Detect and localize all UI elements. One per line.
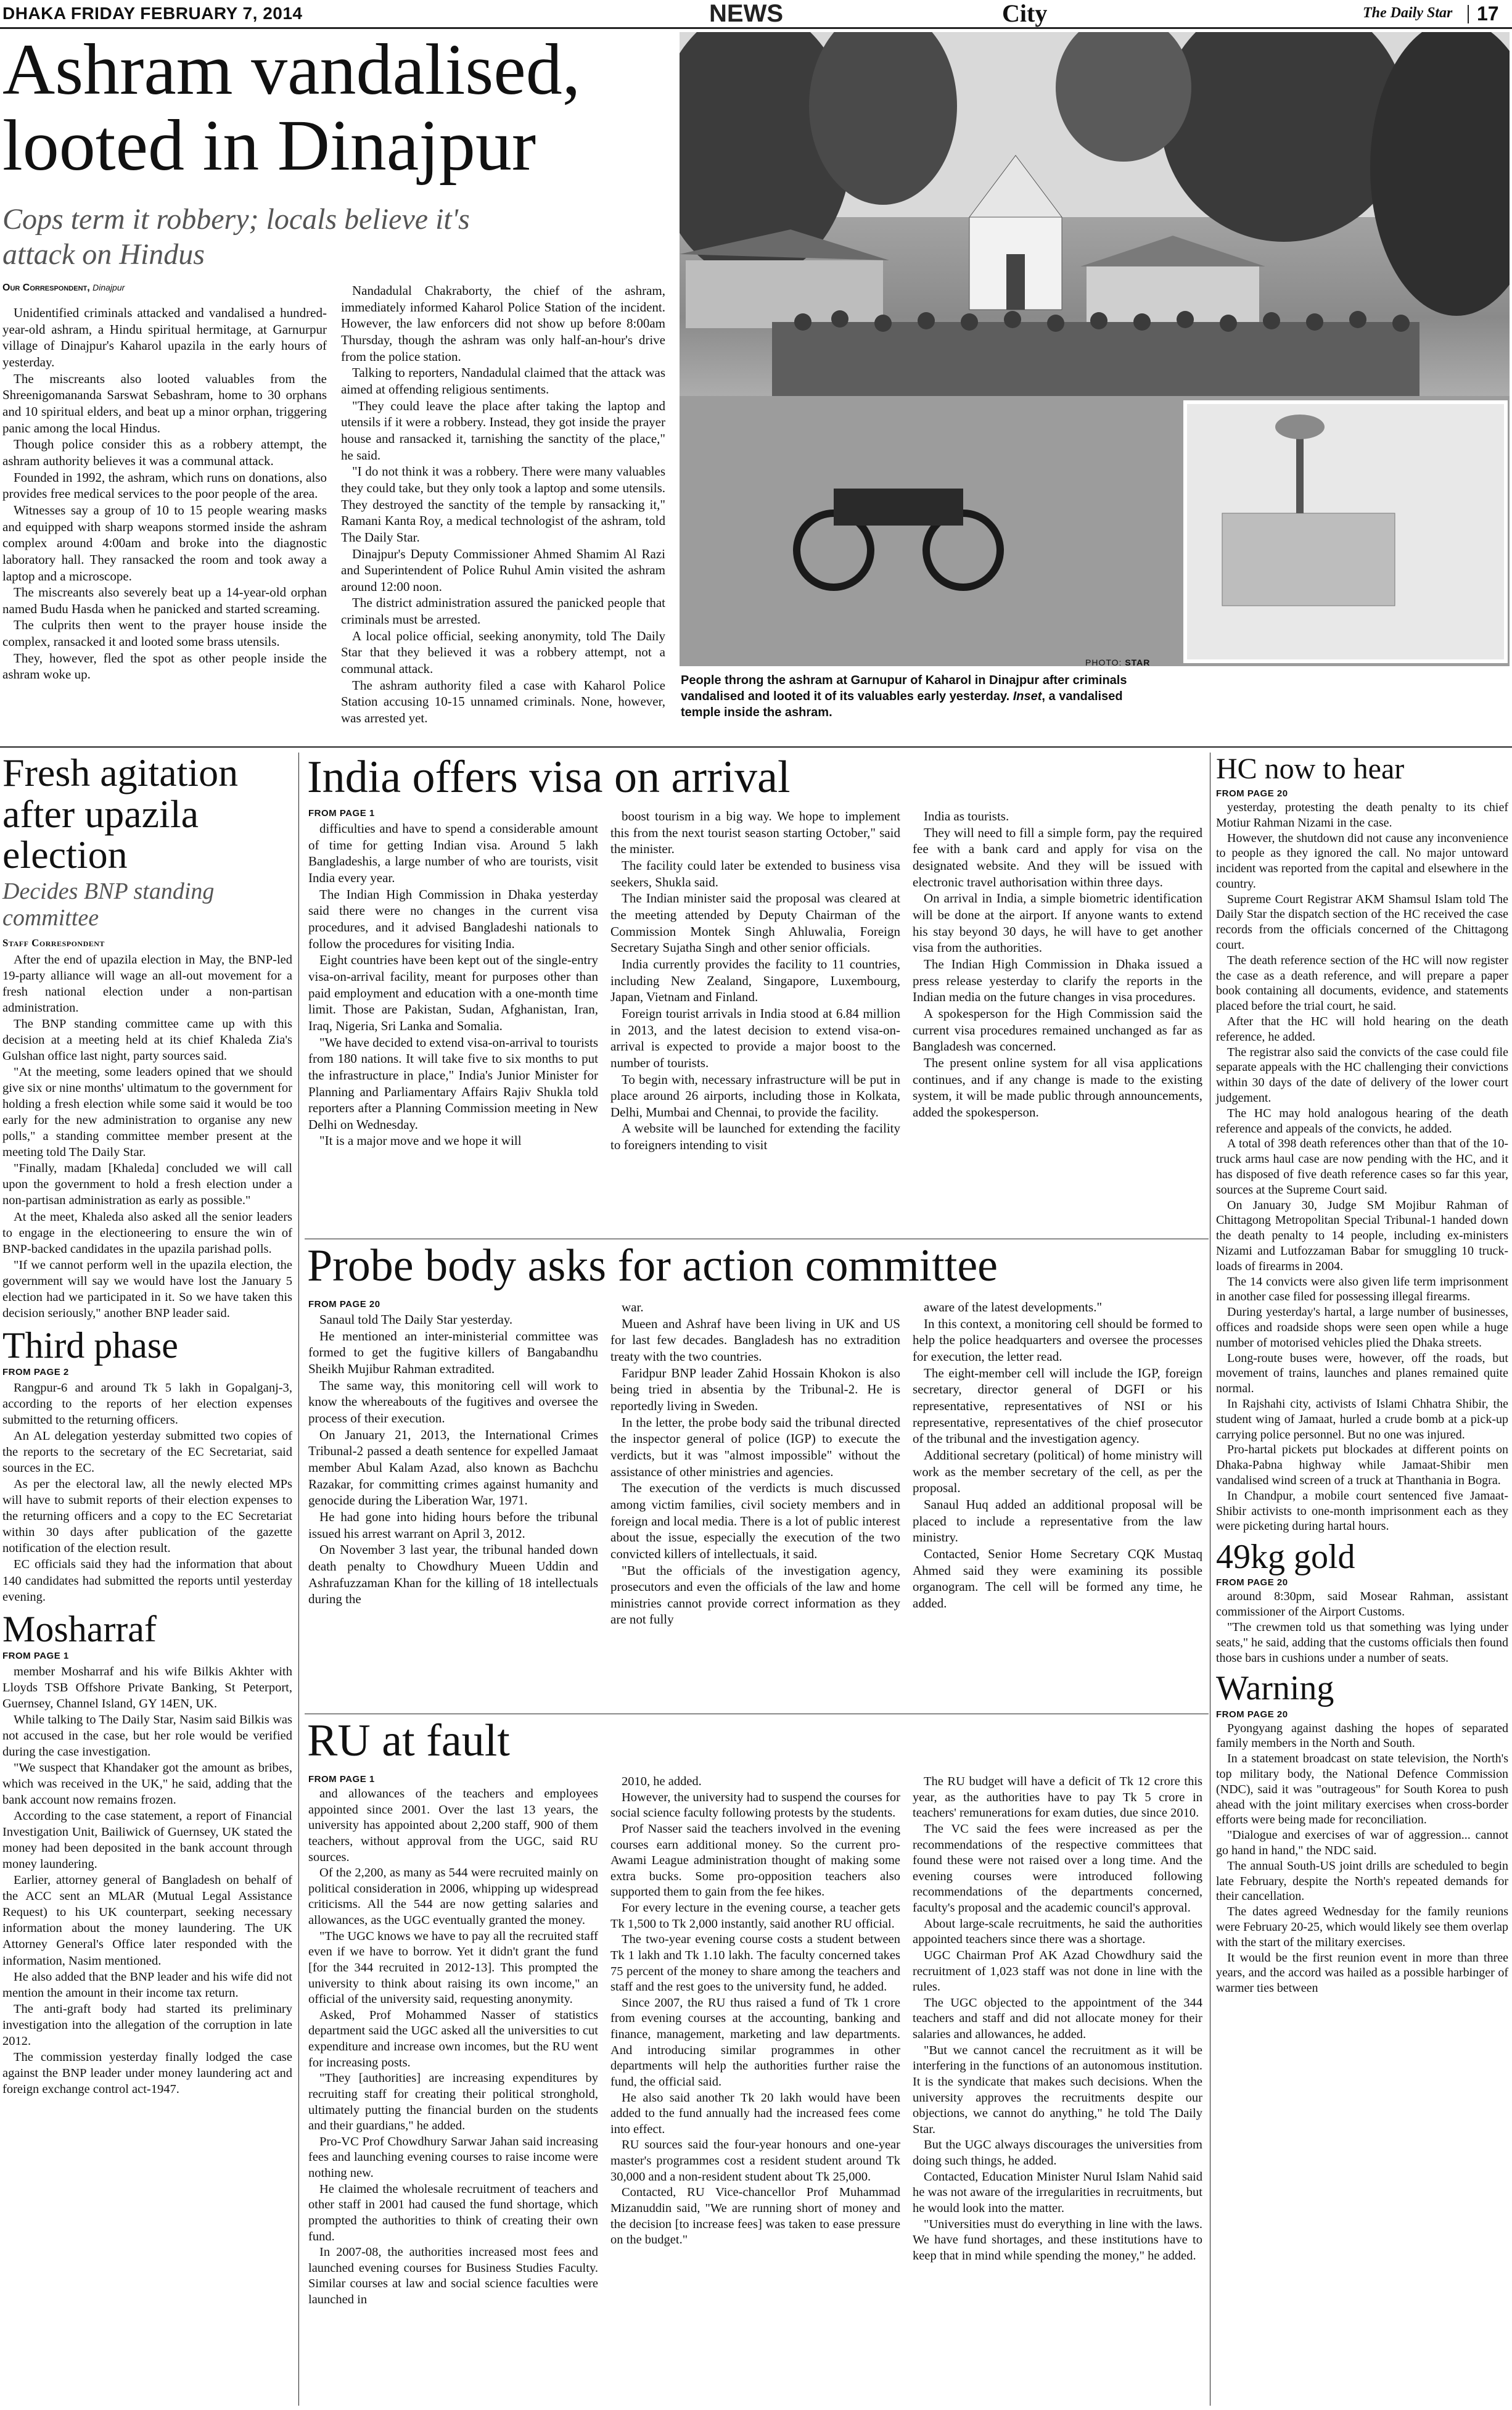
ru-p: However, the university had to suspend the courses for social science faculty following protests by the students. bbox=[610, 1790, 900, 1820]
india-p: They will need to fill a simple form, pay the required fee with a bank card and apply for visa on the designated website. And they will be issued with electronic travel authorisation within three days. bbox=[913, 825, 1202, 889]
lead-p: They, however, fled the spot as other people inside the ashram woke up. bbox=[2, 650, 327, 682]
warning-p: It would be the first reunion event in more than three years, and the accord was hailed as a possible harbinger of warmer ties between bbox=[1216, 1950, 1508, 1995]
india-p: The Indian High Commission in Dhaka issued a press release yesterday to clarify the reports in the Indian media on the future changes in visa procedures. bbox=[913, 956, 1202, 1005]
lead-p: Nandadulal Chakraborty, the chief of the ashram, immediately informed Kaharol Police Station of the incident. However, the law enforcers did not show up before 8:00am Thursday, though the ashram was only half-an-hour's drive from the police station. bbox=[341, 283, 665, 364]
third-from: FROM PAGE 2 bbox=[2, 1367, 69, 1378]
caption-inset-label: Inset bbox=[1013, 690, 1042, 703]
mosharraf-p: The anti-graft body had started its preliminary investigation into the allegation of the corruption in late 2012. bbox=[2, 2002, 292, 2048]
india-headline: India offers visa on arrival bbox=[307, 752, 791, 803]
ru-p: Contacted, Education Minister Nurul Islam Nahid said he was not aware of the irregularities in recruitments, but he would look into the matter. bbox=[913, 2169, 1202, 2215]
gold-body bbox=[1216, 1589, 1508, 1665]
india-p: "It is a major move and we hope it will bbox=[319, 1133, 522, 1149]
probe-p: In the letter, the probe body said the tribunal directed the inspector general of police (IGP) to execute the verdicts, but it was "almost impossible" without the assistance of other ministries and agencies. bbox=[610, 1414, 900, 1479]
ru-col-1 bbox=[308, 1786, 598, 2308]
lead-p: Dinajpur's Deputy Commissioner Ahmed Shamim Al Razi and Superintendent of Police Ruhul Amin visited the ashram around 12:00 noon. bbox=[341, 546, 665, 594]
lead-p: Founded in 1992, the ashram, which runs on donations, also provides free medical services to the poor people of the area. bbox=[2, 469, 327, 501]
dateline: DHAKA FRIDAY FEBRUARY 7, 2014 bbox=[2, 4, 303, 23]
masthead bbox=[0, 0, 1512, 28]
lead-p: The district administration assured the panicked people that criminals must be arrested. bbox=[341, 595, 665, 627]
india-p: A spokesperson for the High Commission said the current visa procedures remained unchanged as far as Bangladesh was concerned. bbox=[913, 1005, 1202, 1054]
hc-p: However, the shutdown did not cause any inconvenience to people as they ignored the call. No major untoward incident was reported from the capital and elsewhere in the country. bbox=[1216, 831, 1508, 891]
probe-headline: Probe body asks for action committee bbox=[307, 1240, 998, 1291]
india-p: boost tourism in a big way. We hope to implement this from the next tourist season starting October," said the minister. bbox=[610, 809, 900, 857]
byline-name: Our Correspondent, bbox=[2, 283, 90, 293]
lead-p: "They could leave the place after taking the laptop and utensils if it were a robbery. Instead, they got inside the prayer house and ransacked it, tarnishing the sanctity of the place," he said. bbox=[341, 398, 665, 463]
probe-col-1 bbox=[308, 1311, 598, 1607]
india-p: Eight countries have been kept out of the single-entry visa-on-arrival facility, meant for purposes other than paid employment and education with a one-month time limit. Those are Pakistan, Sudan, Afghanistan, Iran, Iraq, Nigeria, Sri Lanka and Somalia. bbox=[308, 952, 598, 1033]
ru-p: "They [authorities] are increasing expenditures by recruiting staff for creating their political stronghold, ultimately putting the financial burden on the students and their guardians," he added. bbox=[308, 2071, 598, 2133]
ru-p: Asked, Prof Mohammed Nasser of statistics department said the UGC asked all the universities to cut expenditure and increase own incomes, but the RU went for increasing posts. bbox=[308, 2008, 598, 2070]
probe-p: Faridpur BNP leader Zahid Hossain Khokon is also being tried in absentia by the Tribunal-2. He is reportedly living in Sweden. bbox=[610, 1365, 900, 1413]
fresh-byline: Staff Correspondent bbox=[2, 937, 105, 949]
hc-p: After that the HC will hold hearing on the death reference, he added. bbox=[1216, 1015, 1508, 1044]
ru-p: He claimed the wholesale recruitment of teachers and other staff in 2001 had caused the fund shortage, which prompted the authorities to think of creating their own fund. bbox=[308, 2182, 598, 2243]
warning-from: FROM PAGE 20 bbox=[1216, 1709, 1288, 1720]
probe-p: The execution of the verdicts is much discussed among victim families, civil society members and in foreign and local media. There is a lot of public interest about the issue, especially the execution of the two convicted killers of intellectuals, it said. bbox=[610, 1480, 900, 1561]
ru-p: Pro-VC Prof Chowdhury Sarwar Jahan said increasing fees and launching evening courses to raise income were nothing new. bbox=[308, 2134, 598, 2180]
india-p: India as tourists. bbox=[924, 809, 1009, 823]
mosharraf-body bbox=[2, 1664, 292, 2097]
probe-p: The same way, this monitoring cell will work to know the whereabouts of the fugitives and oversee the process of their execution. bbox=[308, 1377, 598, 1426]
hc-from: FROM PAGE 20 bbox=[1216, 788, 1288, 799]
probe-p: aware of the latest developments." bbox=[924, 1300, 1103, 1314]
india-from: FROM PAGE 1 bbox=[308, 808, 375, 819]
ru-p: The UGC objected to the appointment of the 344 teachers and staff and did not allocate money for their salaries and allowances, he added. bbox=[913, 1995, 1202, 2041]
india-p: The Indian High Commission in Dhaka yesterday said there were no changes in the current visa procedures, and it advised Bangladeshi nationals to follow the procedures for visiting India. bbox=[308, 886, 598, 951]
ru-p: The VC said the fees were increased as per the recommendations of the respective committees that found these were not raised over a long time. And the evening courses were introduced following recommendations of the departments concerned, faculty's proposal and the academic council's approval. bbox=[913, 1822, 1202, 1915]
hc-body bbox=[1216, 800, 1508, 1534]
mosharraf-p: The commission yesterday finally lodged the case against the BNP leader under money laundering act and foreign exchange control act-1947. bbox=[2, 2050, 292, 2096]
india-p: The facility could later be extended to business visa seekers, Shukla said. bbox=[610, 857, 900, 889]
india-p: A website will be launched for extending the facility to foreigners intending to visit bbox=[610, 1121, 900, 1153]
warning-p: The dates agreed Wednesday for the family reunions were February 20-25, which would likely see them overlap with the start of the military exercises. bbox=[1216, 1905, 1508, 1949]
hc-p: In Chandpur, a mobile court sentenced five Jamaat-Shibir activists to one-month imprisonment each as they were picketing during hartal hours. bbox=[1216, 1488, 1508, 1533]
hc-p: Pro-hartal pickets put blockades at different points on Dhaka-Pabna highway while Jamaat-Shibir men vandalised wind screen of a truck at Thanthania in Bogra. bbox=[1216, 1443, 1508, 1487]
lead-p: The ashram authority filed a case with Kaharol Police Station accusing 10-15 unnamed criminals. None, however, was arrested yet. bbox=[341, 677, 665, 726]
ru-p: Prof Nasser said the teachers involved in the evening courses earn additional money. So the current pro-Awami League administration thought of making some extra bucks. Some pro-opposition teachers also supported them to gain from the fee hikes. bbox=[610, 1822, 900, 1899]
fresh-p: "If we cannot perform well in the upazila election, the government will say we would have lost the January 5 election had we participated in it. So we have taken this decision seriously," another BNP leader said. bbox=[2, 1258, 292, 1320]
fresh-p: After the end of upazila election in May, the BNP-led 19-party alliance will wage an all-out movement for a fresh national election under a non-partisan administration. bbox=[2, 953, 292, 1015]
ru-p: RU sources said the four-year honours and one-year master's programmes cost a resident student around Tk 30,000 and a non-resident student about Tk 25,000. bbox=[610, 2138, 900, 2184]
probe-p: war. bbox=[622, 1300, 644, 1314]
warning-headline: Warning bbox=[1216, 1669, 1334, 1708]
lead-p: The miscreants also looted valuables from the Shreenigomananda Sarswat Sebashram, home to 30 orphans and 10 spiritual elders, and beat up a minor orphan, triggering panic among the local Hindus. bbox=[2, 371, 327, 435]
caption-text: People throng the ashram at Garnupur of Kaharol in Dinajpur after criminals vandalised and looted it of its valuables early yesterday. bbox=[681, 674, 1127, 703]
probe-from: FROM PAGE 20 bbox=[308, 1299, 380, 1310]
india-p: "We have decided to extend visa-on-arrival to tourists from 180 nations. It will take five to six months to put the infrastructure in place," India's Junior Minister for Planning and Parliamentary Affairs Rajiv Shukla told reporters after a Planning Commission meeting in New Delhi on Wednesday. bbox=[308, 1034, 598, 1132]
ru-p: But the UGC always discourages the universities from doing such things, he added. bbox=[913, 2138, 1202, 2168]
probe-col-2 bbox=[610, 1299, 900, 1628]
hc-p: The registrar also said the convicts of the case could file separate appeals with the HC challenging their convictions within 30 days of the date of delivery of the lower court judgement. bbox=[1216, 1045, 1508, 1105]
india-p: The Indian minister said the proposal was cleared at the meeting attended by Deputy Chairman of the Commission Montek Singh Ahluwalia, Foreign Secretary Sujatha Singh and other senior officials. bbox=[610, 891, 900, 955]
hc-p: yesterday, protesting the death penalty to its chief Motiur Rahman Nizami in the case. bbox=[1216, 800, 1508, 830]
fresh-p: "Finally, madam [Khaleda] concluded we will call upon the government to hold a fresh election under a non-partisan administration as early as possible." bbox=[2, 1162, 292, 1208]
hc-p: Supreme Court Registrar AKM Shamsul Islam told The Daily Star the dispatch section of the HC received the case records from the officials concerned of the Chittagong court. bbox=[1216, 892, 1508, 952]
india-col-3 bbox=[913, 808, 1202, 1120]
ru-p: The two-year evening course costs a student between Tk 1 lakh and Tk 1.10 lakh. The faculty concerned takes 75 percent of the money to share among the teachers and staff and the rest goes to the university fund, he added. bbox=[610, 1933, 900, 1994]
hc-p: During yesterday's hartal, a large number of businesses, offices and roadside shops were seen open while a huge number of motorised vehicles plied the Dhaka streets. bbox=[1216, 1305, 1508, 1350]
ru-p: The RU budget will have a deficit of Tk 12 crore this year, as the authorities have to pay Tk 5 crore in teachers' remunerations for exam duties, due since 2010. bbox=[913, 1775, 1202, 1820]
left-column bbox=[2, 753, 292, 2097]
hc-p: On January 30, Judge SM Mojibur Rahman of Chittagong Metropolitan Special Tribunal-1 handed down the death penalty to 14 people, including ex-ministers Nizami and Lutfozzaman Babar for smuggling 10 truck-loads of firearms in 2004. bbox=[1216, 1198, 1508, 1273]
lead-photo-caption bbox=[681, 672, 1149, 720]
gold-p: "The crewmen told us that something was lying under seats," he said, adding that the customs officials then found those bars in cushions under a number of seats. bbox=[1216, 1620, 1508, 1665]
third-headline: Third phase bbox=[2, 1324, 178, 1366]
mosharraf-p: While talking to The Daily Star, Nasim said Bilkis was not accused in the case, but her role would be verified during the case investigation. bbox=[2, 1713, 292, 1759]
left-column-divider bbox=[298, 753, 299, 2406]
warning-p: Pyongyang against dashing the hopes of separated family members in the North and South. bbox=[1216, 1721, 1508, 1751]
gold-headline: 49kg gold bbox=[1216, 1538, 1355, 1577]
lead-col-2 bbox=[341, 283, 665, 727]
lead-p: Though police consider this as a robbery attempt, the ashram authority believes it was a communal attack. bbox=[2, 437, 327, 468]
caption-inset-text: , a vandalised temple inside the ashram. bbox=[681, 690, 1123, 719]
third-p: Rangpur-6 and around Tk 5 lakh in Gopalganj-3, according to the reports of her election expenses submitted to the returning officers. bbox=[2, 1381, 292, 1427]
probe-p: Sanaul Huq added an additional proposal will be placed to include a representative from the law ministry. bbox=[913, 1496, 1202, 1545]
ru-p: "The UGC knows we have to pay all the recruited staff even if we have to borrow. Yet it didn't grant the fund [for the 344 recruited in 2012-13]. This prompted the university to think about raising its own income," an official of the university said, requesting anonymity. bbox=[308, 1929, 598, 2007]
lead-p: A local police official, seeking anonymity, told The Daily Star that they believed it was a robbery attempt, not a communal attack. bbox=[341, 628, 665, 677]
ru-p: 2010, he added. bbox=[622, 1775, 702, 1788]
ashram-scene-illustration bbox=[680, 32, 1510, 666]
warning-p: In a statement broadcast on state television, the North's top military body, the National Defence Commission (NDC), said it was "outrageous" for South Korea to push ahead with the joint military exercises when cross-border efforts were being made for reconciliation. bbox=[1216, 1752, 1508, 1827]
probe-p: Contacted, Senior Home Secretary CQK Mustaq Ahmed said they were examining its possible organogram. The cell will be formed any time, he added. bbox=[913, 1546, 1202, 1611]
hc-p: A total of 398 death references other than that of the 10-truck arms haul case are now pending with the HC, and it has disposed of five death reference cases so far this year, sources at the Supreme Court said. bbox=[1216, 1137, 1508, 1197]
ru-p: Of the 2,200, as many as 544 were recruited mainly on political consideration in 2006, whipping up widespread criticisms. All the 544 are now getting salaries and allowances, as the UGC eventually granted the money. bbox=[308, 1866, 598, 1927]
hc-p: Long-route buses were, however, off the roads, but movement of trains, launches and planes remained quite normal. bbox=[1216, 1351, 1508, 1396]
warning-p: "Dialogue and exercises of war of aggression... cannot go hand in hand," the NDC said. bbox=[1216, 1828, 1508, 1857]
ru-headline: RU at fault bbox=[307, 1715, 510, 1766]
ru-p: For every lecture in the evening course, a teacher gets Tk 1,500 to Tk 2,000 instantly, said another RU official. bbox=[610, 1901, 900, 1931]
hc-p: The death reference section of the HC will now register the case as a death reference, and will prepare a paper book containing all documents, evidence, and statements placed before the trial court, he said. bbox=[1216, 953, 1508, 1013]
mosharraf-p: He also added that the BNP leader and his wife did not mention the amount in their income tax return. bbox=[2, 1970, 292, 2000]
ru-p: Since 2007, the RU thus raised a fund of Tk 1 crore from evening courses at the accounting, banking and finance, management, marketing and law departments. And introducing similar programmes in other departments will help the authorities further raise the fund, the official said. bbox=[610, 1995, 900, 2089]
ru-p: "Universities must do everything in line with the laws. We have fund shortages, and these institutions have to keep that in mind while spending the money," he added. bbox=[913, 2217, 1202, 2263]
ru-p: About large-scale recruitments, he said the authorities appointed teachers since there was a shortage. bbox=[913, 1917, 1202, 1947]
probe-p: The eight-member cell will include the IGP, foreign secretary, director general of DGFI or his representative, representatives of NSI or his representative, representatives of the chief prosecutor of the tribunal and the investigation agency. bbox=[913, 1365, 1202, 1446]
india-col-2 bbox=[610, 808, 900, 1153]
third-p: An AL delegation yesterday submitted two copies of the reports to the secretary of the EC Secretariat, said sources in the EC. bbox=[2, 1429, 292, 1475]
india-p: To begin with, necessary infrastructure will be put in place around 26 airports, including those in Kolkata, Delhi, Mumbai and Chennai, to provide the facility. bbox=[610, 1071, 900, 1120]
ru-p: He also said another Tk 20 lakh would have been added to the fund annually had the increased fees come into effect. bbox=[610, 2090, 900, 2136]
lead-p: Witnesses say a group of 10 to 15 people wearing masks and equipped with sharp weapons stormed inside the ashram complex around 4:00am and broke into the diagnostic laboratory hall. They ransacked the room and took away a laptop and a microscope. bbox=[2, 502, 327, 584]
paper-logo: The Daily Star bbox=[1363, 5, 1453, 21]
ru-col-3 bbox=[913, 1774, 1202, 2264]
gold-from: FROM PAGE 20 bbox=[1216, 1577, 1288, 1588]
page-number: 17 bbox=[1477, 2, 1499, 25]
ru-p: "But we cannot cancel the recruitment as it will be interfering in the functions of an autonomous institution. It is the syndicate that makes such decisions. When the university approves the recruitments despite our objections, we cannot do anything," he told The Daily Star. bbox=[913, 2043, 1202, 2136]
india-p: Foreign tourist arrivals in India stood at 6.84 million in 2013, and the latest decision to extend visa-on-arrival is expected to provide a major boost to the number of tourists. bbox=[610, 1005, 900, 1070]
ru-p: Contacted, RU Vice-chancellor Prof Muhammad Mizanuddin said, "We are running short of money and the decision [to increase fees] was taken to ease pressure on the budget." bbox=[610, 2185, 900, 2247]
probe-p: Sanaul told The Daily Star yesterday. bbox=[319, 1312, 513, 1327]
probe-col-3 bbox=[913, 1299, 1202, 1611]
third-body bbox=[2, 1380, 292, 1604]
fresh-p: At the meet, Khaleda also asked all the senior leaders to engage in the electioneering to ensure the win of BNP-backed candidates in the upazila parishad polls. bbox=[2, 1210, 292, 1256]
mosharraf-p: member Mosharraf and his wife Bilkis Akhter with Lloyds TSB Offshore Private Banking, St Peterport, Guernsey, Channel Island, GY 14EN, UK. bbox=[2, 1664, 292, 1711]
india-p: India currently provides the facility to 11 countries, including New Zealand, Singapore, Luxembourg, Japan, Vietnam and Finland. bbox=[610, 956, 900, 1005]
section-name: NEWS bbox=[709, 0, 783, 27]
warning-p: The annual South-US joint drills are scheduled to begin late February, despite the North's repeated demands for their cancellation. bbox=[1216, 1859, 1508, 1904]
gold-p: around 8:30pm, said Mosear Rahman, assistant commissioner of the Airport Customs. bbox=[1216, 1590, 1508, 1619]
probe-p: Additional secretary (political) of home ministry will work as the member secretary of the cell, as per the proposal. bbox=[913, 1447, 1202, 1496]
ru-from: FROM PAGE 1 bbox=[308, 1774, 375, 1785]
mosharraf-headline: Mosharraf bbox=[2, 1608, 157, 1649]
hc-p: The 14 convicts were also given life term imprisonment in another case filed for possessing illegal firearms. bbox=[1216, 1274, 1508, 1304]
probe-p: Mueen and Ashraf have been living in UK and US for last few decades. Bangladesh has no extradition treaty with the two countries. bbox=[610, 1316, 900, 1364]
probe-p: On November 3 last year, the tribunal handed down death penalty to Chowdhury Mueen Uddin and Ashrafuzzaman Khan for the killing of 18 intellectuals during the bbox=[308, 1542, 598, 1607]
hc-p: In Rajshahi city, activists of Islami Chhatra Shibir, the student wing of Jamaat, hurled a crude bomb at a pick-up carrying police personnel. But no one was injured. bbox=[1216, 1397, 1508, 1442]
lead-p: The culprits then went to the prayer house inside the complex, ransacked it and looted some brass utensils. bbox=[2, 617, 327, 650]
ru-p: UGC Chairman Prof AK Azad Chowdhury said the recruitment of 1,023 staff was not done in line with the rules. bbox=[913, 1948, 1202, 1994]
ru-p: and allowances of the teachers and employees appointed since 2001. Over the last 13 years, the university has appointed about 2,200 staff, 900 of them teachers, without approval from the UGC, said RU sources. bbox=[308, 1787, 598, 1864]
india-p: The present online system for all visa applications continues, and if any change is made to the existing system, it will be made public through announcements, added the spokesperson. bbox=[913, 1055, 1202, 1120]
mosharraf-p: "We suspect that Khandaker got the amount as bribes, which was received in the UK," he said, adding that the bank account now remains frozen. bbox=[2, 1761, 292, 1807]
lead-p: The miscreants also severely beat up a 14-year-old orphan named Budu Hasda when he panicked and started screaming. bbox=[2, 585, 327, 616]
third-p: EC officials said they had the information that about 140 candidates had submitted the reports until yesterday evening. bbox=[2, 1558, 292, 1604]
lead-dek: Cops term it robbery; locals believe it's attack on Hindus bbox=[2, 203, 470, 271]
probe-p: He mentioned an inter-ministerial committee was formed to get the fugitive killers of Bangabandhu Sheikh Mujibur Rahman extradited. bbox=[308, 1328, 598, 1376]
mosharraf-p: According to the case statement, a report of Financial Investigation Unit, Bailiwick of Guernsey, UK stated the money had been deposited in the bank account through money laundering. bbox=[2, 1809, 292, 1871]
mosharraf-p: Earlier, attorney general of Bangladesh on behalf of the ACC sent an MLAR (Mutual Legal Assistance Request) to his UK counterpart, seeking necessary information about the money laundering. The UK Attorney General's Office later responded with the information, Nasim mentioned. bbox=[2, 1873, 292, 1968]
ru-p: In 2007-08, the authorities increased most fees and launched evening courses for Business Studies Faculty. Similar courses at law and social science faculties were launched in bbox=[308, 2245, 598, 2306]
right-column bbox=[1216, 754, 1508, 1996]
photo-credit-label: PHOTO: bbox=[1085, 658, 1122, 667]
fresh-p: The BNP standing committee came up with this decision at a meeting held at its chief Khaleda Zia's Gulshan office last night, party sources said. bbox=[2, 1017, 292, 1063]
probe-p: On January 21, 2013, the International Crimes Tribunal-2 passed a death sentence for expelled Jamaat member Abul Kalam Azad, also known as Bachchu Razakar, for committing crimes against humanity and genocide during the Liberation War, 1971. bbox=[308, 1427, 598, 1508]
warning-body bbox=[1216, 1721, 1508, 1996]
fresh-p: "At the meeting, some leaders opined that we should give six or nine months' ultimatum to the government for holding a fresh election while some said it would be too early for the new administration to organise any new polls," a standing committee member present at the meeting told The Daily Star. bbox=[2, 1065, 292, 1160]
byline-place: Dinajpur bbox=[92, 283, 125, 292]
hc-p: The HC may hold analogous hearing of the death reference and appeals of the convicts, he added. bbox=[1216, 1106, 1508, 1136]
probe-p: He had gone into hiding hours before the tribunal issued his arrest warrant on April 3, 2012. bbox=[308, 1509, 598, 1541]
lead-photo bbox=[680, 32, 1510, 666]
third-p: As per the electoral law, all the newly elected MPs will have to submit reports of their election expenses to the returning officers and a copy to the EC Secretariat within 30 days after publication of the gazette notification of the election result. bbox=[2, 1477, 292, 1556]
fresh-dek: Decides BNP standing committee bbox=[2, 878, 215, 931]
lead-col-1 bbox=[2, 305, 327, 683]
subsection-name: City bbox=[1002, 0, 1048, 27]
lead-p: Talking to reporters, Nandadulal claimed that the attack was aimed at offending religious sentiments. bbox=[341, 365, 665, 397]
mosharraf-from: FROM PAGE 1 bbox=[2, 1650, 69, 1661]
lead-p: "I do not think it was a robbery. There were many valuables they could take, but they only took a laptop and some utensils. They destroyed the sanctity of the temple by ransacking it," Ramani Kanta Roy, a medical technologist of the ashram, told The Daily Star. bbox=[341, 464, 665, 545]
lead-p: Unidentified criminals attacked and vandalised a hundred-year-old ashram, a Hindu spiritual hermitage, at Garnurpur village of Dinajpur's Kaharol upazila in the early hours of yesterday. bbox=[2, 305, 327, 369]
ru-col-2 bbox=[610, 1774, 900, 2248]
lead-bottom-rule bbox=[0, 746, 1512, 748]
probe-p: In this context, a monitoring cell should be formed to help the police headquarters and oversee the processes for execution, the letter read. bbox=[913, 1316, 1202, 1364]
probe-p: "But the officials of the investigation agency, prosecutors and even the officials of the law and home ministries cannot provide correct information as they are not fully bbox=[610, 1562, 900, 1627]
india-p: On arrival in India, a simple biometric identification will be done at the airport. If anyone wants to extend his stay beyond 30 days, he will have to get another visa from the authorities. bbox=[913, 891, 1202, 955]
hc-headline: HC now to hear bbox=[1216, 753, 1405, 785]
lead-headline: Ashram vandalised, looted in Dinajpur bbox=[2, 29, 581, 186]
fresh-body bbox=[2, 952, 292, 1321]
photo-credit-source: STAR bbox=[1125, 658, 1151, 667]
india-p: difficulties and have to spend a considerable amount of time for getting Indian visa. Around 5 lakh Bangladeshis, a large number of who are tourists, visit India every year. bbox=[308, 821, 598, 885]
masthead-divider bbox=[1468, 5, 1469, 23]
india-col-1 bbox=[308, 820, 598, 1149]
lead-byline bbox=[2, 283, 125, 294]
photo-credit bbox=[1085, 658, 1150, 667]
fresh-headline: Fresh agitation after upazila election bbox=[2, 751, 239, 877]
